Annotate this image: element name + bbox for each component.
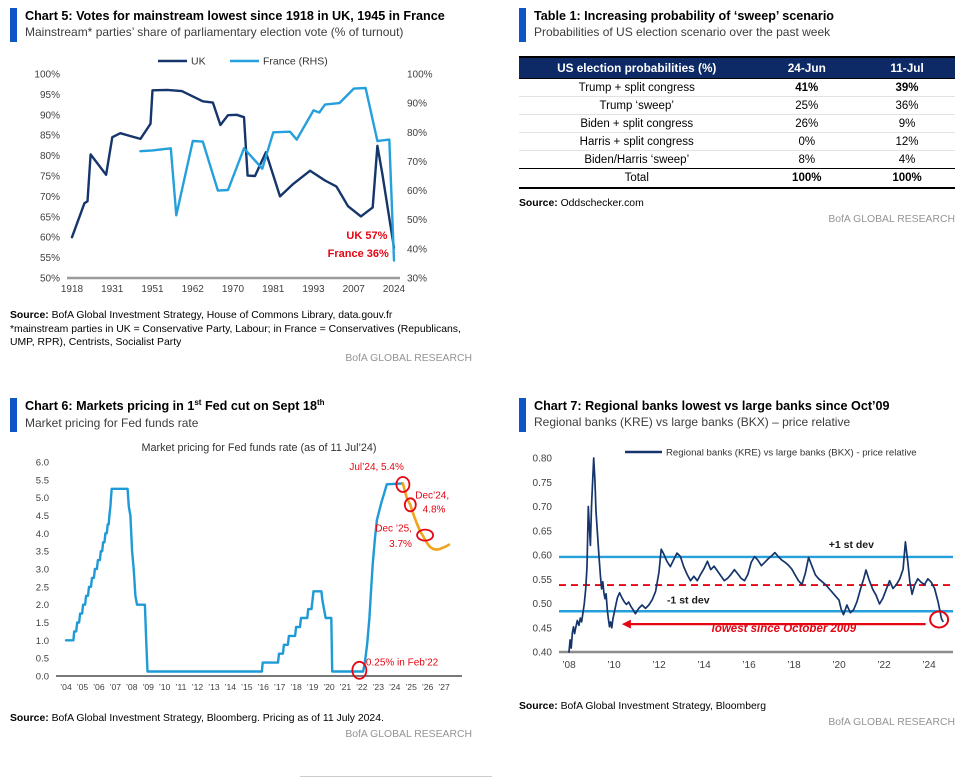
svg-text:50%: 50% [407, 215, 428, 227]
election-table-body [519, 79, 955, 169]
chart7-source: Source: BofA Global Investment Strategy, Bloomberg [519, 701, 766, 712]
svg-text:0.40: 0.40 [532, 647, 552, 659]
chart5-plot [10, 48, 472, 301]
table-row [519, 151, 955, 169]
svg-text:1931: 1931 [101, 284, 124, 295]
column-header-11jul: 11-Jul [859, 57, 955, 79]
value-24jun-cell: 41% [754, 79, 859, 97]
election-table-head [519, 57, 955, 79]
svg-text:’15: ’15 [241, 682, 253, 692]
chart5-header [10, 8, 472, 42]
svg-text:’18: ’18 [290, 682, 302, 692]
svg-text:’12: ’12 [652, 660, 666, 671]
svg-text:Dec’24,: Dec’24, [415, 490, 450, 502]
scenario-cell: Biden/Harris ‘sweep’ [519, 151, 754, 169]
value-11jul-cell: 9% [859, 115, 955, 133]
svg-text:France 36%: France 36% [327, 247, 389, 260]
chart5-subtitle: Mainstream* parties’ share of parliamentary election vote (% of turnout) [25, 25, 404, 40]
value-24jun-cell: 25% [754, 97, 859, 115]
svg-text:5.5: 5.5 [35, 475, 49, 487]
brand-mark: BofA GLOBAL RESEARCH [345, 353, 472, 365]
svg-text:’13: ’13 [208, 682, 220, 692]
svg-text:90%: 90% [407, 98, 428, 110]
svg-text:Jul’24, 5.4%: Jul’24, 5.4% [349, 461, 404, 473]
table-row [519, 115, 955, 133]
value-11jul-cell: 4% [859, 151, 955, 169]
svg-text:0.45: 0.45 [532, 623, 552, 635]
svg-text:95%: 95% [39, 89, 60, 101]
table-row [519, 133, 955, 151]
svg-text:’25: ’25 [405, 682, 417, 692]
svg-text:-1 st dev: -1 st dev [666, 594, 710, 607]
brand-mark: BofA GLOBAL RESEARCH [345, 728, 472, 740]
svg-text:Dec ’25,: Dec ’25, [375, 523, 412, 535]
svg-text:55%: 55% [39, 253, 60, 265]
svg-text:’07: ’07 [109, 682, 122, 692]
chart5-source: Source: BofA Global Investment Strategy, House of Commons Library, data.gouv.fr *mainstream parties in UK = Conservative Party, Labour; in France = Conservatives (Republicans, UMP, RPR), Centrists, Socialist Party [10, 309, 472, 350]
svg-text:100%: 100% [34, 69, 60, 81]
svg-text:’20: ’20 [832, 660, 846, 671]
chart6-title: Chart 6: Markets pricing in 1st Fed cut on Sept 18th [25, 398, 325, 414]
svg-text:3.0: 3.0 [35, 564, 49, 576]
value-24jun-cell: 26% [754, 115, 859, 133]
svg-text:1.0: 1.0 [35, 635, 49, 647]
total-label: Total [519, 169, 754, 189]
value-24jun-cell: 8% [754, 151, 859, 169]
chart5-footnote: *mainstream parties in UK = Conservative Party, Labour; in France = Conservatives (Republicans, UMP, RPR), Centrists, Socialist Party [10, 323, 461, 349]
chart5-svg [10, 48, 465, 301]
election-table [519, 56, 955, 189]
svg-text:’11: ’11 [175, 682, 187, 692]
svg-text:75%: 75% [39, 171, 60, 183]
svg-text:’05: ’05 [76, 682, 89, 692]
svg-text:’26: ’26 [421, 682, 434, 692]
svg-text:’14: ’14 [224, 682, 237, 692]
accent-bar [519, 8, 526, 42]
svg-text:’10: ’10 [158, 682, 171, 692]
svg-text:’12: ’12 [191, 682, 204, 692]
column-header-scenario: US election probabilities (%) [519, 57, 754, 79]
svg-text:85%: 85% [39, 130, 60, 142]
svg-text:1.5: 1.5 [35, 618, 49, 629]
svg-text:2007: 2007 [342, 284, 365, 295]
svg-text:’22: ’22 [877, 660, 891, 671]
svg-text:0.50: 0.50 [532, 599, 552, 610]
svg-text:50%: 50% [39, 273, 60, 285]
chart7-svg [519, 442, 955, 686]
svg-text:’20: ’20 [323, 682, 335, 692]
svg-text:0.60: 0.60 [532, 550, 552, 562]
svg-text:2024: 2024 [382, 284, 406, 295]
svg-text:’21: ’21 [339, 682, 352, 692]
table1-subtitle: Probabilities of US election scenario over the past week [534, 25, 831, 40]
svg-text:0.25% in Feb’22: 0.25% in Feb’22 [365, 657, 439, 669]
series-line [66, 483, 403, 671]
brand-mark: BofA GLOBAL RESEARCH [828, 213, 955, 225]
svg-text:’17: ’17 [273, 682, 286, 692]
chart7-subtitle: Regional banks (KRE) vs large banks (BKX) – price relative [534, 415, 851, 430]
scenario-cell: Harris + split congress [519, 133, 754, 151]
svg-text:1951: 1951 [141, 284, 164, 295]
svg-text:60%: 60% [407, 186, 428, 198]
svg-text:Regional banks (KRE) vs large: Regional banks (KRE) vs large banks (BKX) - price relative [666, 447, 917, 459]
table-total-row [519, 169, 955, 189]
svg-text:’22: ’22 [356, 682, 368, 692]
svg-text:’16: ’16 [257, 682, 269, 692]
svg-text:40%: 40% [407, 244, 428, 256]
svg-text:1918: 1918 [60, 284, 84, 295]
table-row [519, 97, 955, 115]
svg-text:60%: 60% [39, 232, 60, 244]
total-11jul: 100% [859, 169, 955, 189]
chart5-title: Chart 5: Votes for mainstream lowest since 1918 in UK, 1945 in France [25, 9, 445, 23]
svg-text:’06: ’06 [93, 682, 105, 692]
svg-text:+1 st dev: +1 st dev [828, 538, 874, 551]
svg-text:’14: ’14 [697, 660, 711, 671]
chart6-source: Source: BofA Global Investment Strategy, Bloomberg. Pricing as of 11 July 2024. [10, 713, 384, 724]
page-footer-rule [300, 776, 492, 777]
svg-text:0.75: 0.75 [532, 477, 552, 489]
svg-text:’08: ’08 [562, 660, 576, 671]
svg-text:65%: 65% [39, 212, 60, 224]
svg-text:90%: 90% [39, 110, 60, 122]
svg-text:’18: ’18 [787, 660, 801, 671]
svg-text:80%: 80% [39, 151, 60, 163]
chart6-header [10, 398, 472, 432]
table1-source: Source: Oddschecker.com [519, 198, 644, 209]
svg-text:5.0: 5.0 [35, 493, 49, 505]
table1-header [519, 8, 955, 42]
svg-text:30%: 30% [407, 273, 428, 285]
svg-text:100%: 100% [407, 69, 433, 81]
svg-text:70%: 70% [39, 191, 60, 203]
svg-text:0.5: 0.5 [35, 653, 49, 665]
svg-text:’16: ’16 [742, 660, 756, 671]
svg-text:0.65: 0.65 [532, 526, 552, 538]
svg-text:’08: ’08 [126, 682, 138, 692]
brand-mark: BofA GLOBAL RESEARCH [828, 716, 955, 728]
svg-text:4.5: 4.5 [35, 511, 49, 522]
svg-text:1970: 1970 [221, 284, 245, 295]
svg-text:4.8%: 4.8% [422, 504, 446, 516]
value-24jun-cell: 0% [754, 133, 859, 151]
scenario-cell: Trump + split congress [519, 79, 754, 97]
chart6-svg [10, 438, 472, 704]
svg-text:lowest since October 2009: lowest since October 2009 [711, 622, 857, 635]
svg-text:1993: 1993 [302, 284, 325, 295]
total-24jun: 100% [754, 169, 859, 189]
value-11jul-cell: 39% [859, 79, 955, 97]
svg-text:0.80: 0.80 [532, 453, 552, 465]
svg-text:6.0: 6.0 [35, 457, 49, 469]
svg-text:’24: ’24 [922, 660, 936, 671]
accent-bar [10, 398, 17, 432]
svg-text:3.7%: 3.7% [389, 538, 412, 550]
chart6-subtitle: Market pricing for Fed funds rate [25, 415, 199, 430]
svg-text:’10: ’10 [607, 660, 621, 671]
svg-text:’27: ’27 [438, 682, 450, 692]
svg-text:1962: 1962 [181, 284, 204, 295]
svg-text:UK: UK [191, 55, 206, 68]
panel-chart6 [10, 398, 472, 740]
svg-text:0.70: 0.70 [532, 502, 552, 513]
table-row [519, 79, 955, 97]
svg-text:3.5: 3.5 [35, 546, 49, 558]
panel-chart7 [519, 398, 955, 728]
svg-text:4.0: 4.0 [35, 528, 49, 540]
chart7-header [519, 398, 955, 432]
svg-text:’04: ’04 [60, 682, 72, 692]
panel-chart5 [10, 8, 472, 364]
table1-title: Table 1: Increasing probability of ‘sweep’ scenario [534, 9, 835, 23]
svg-text:’24: ’24 [388, 682, 401, 692]
value-11jul-cell: 36% [859, 97, 955, 115]
svg-text:0.0: 0.0 [35, 671, 49, 683]
value-11jul-cell: 12% [859, 133, 955, 151]
svg-text:80%: 80% [407, 127, 428, 139]
accent-bar [10, 8, 17, 42]
column-header-24jun: 24-Jun [754, 57, 859, 79]
chart7-title: Chart 7: Regional banks lowest vs large banks since Oct’09 [534, 399, 890, 413]
panel-table1 [519, 8, 955, 225]
scenario-cell: Biden + split congress [519, 115, 754, 133]
svg-text:Market pricing for Fed funds r: Market pricing for Fed funds rate (as of 11 Jul’24) [141, 442, 377, 454]
scenario-cell: Trump ‘sweep’ [519, 97, 754, 115]
svg-text:1981: 1981 [262, 284, 285, 295]
svg-text:’19: ’19 [306, 682, 319, 692]
svg-text:0.55: 0.55 [532, 574, 552, 586]
svg-text:UK 57%: UK 57% [346, 229, 388, 242]
chart6-plot [10, 438, 472, 704]
svg-text:’23: ’23 [372, 682, 384, 692]
svg-text:70%: 70% [407, 156, 428, 168]
chart7-plot [519, 442, 955, 686]
svg-text:2.5: 2.5 [35, 582, 49, 594]
svg-text:’09: ’09 [142, 682, 154, 692]
accent-bar [519, 398, 526, 432]
svg-text:France (RHS): France (RHS) [263, 55, 328, 68]
svg-text:2.0: 2.0 [35, 600, 49, 612]
series-line [72, 90, 394, 248]
